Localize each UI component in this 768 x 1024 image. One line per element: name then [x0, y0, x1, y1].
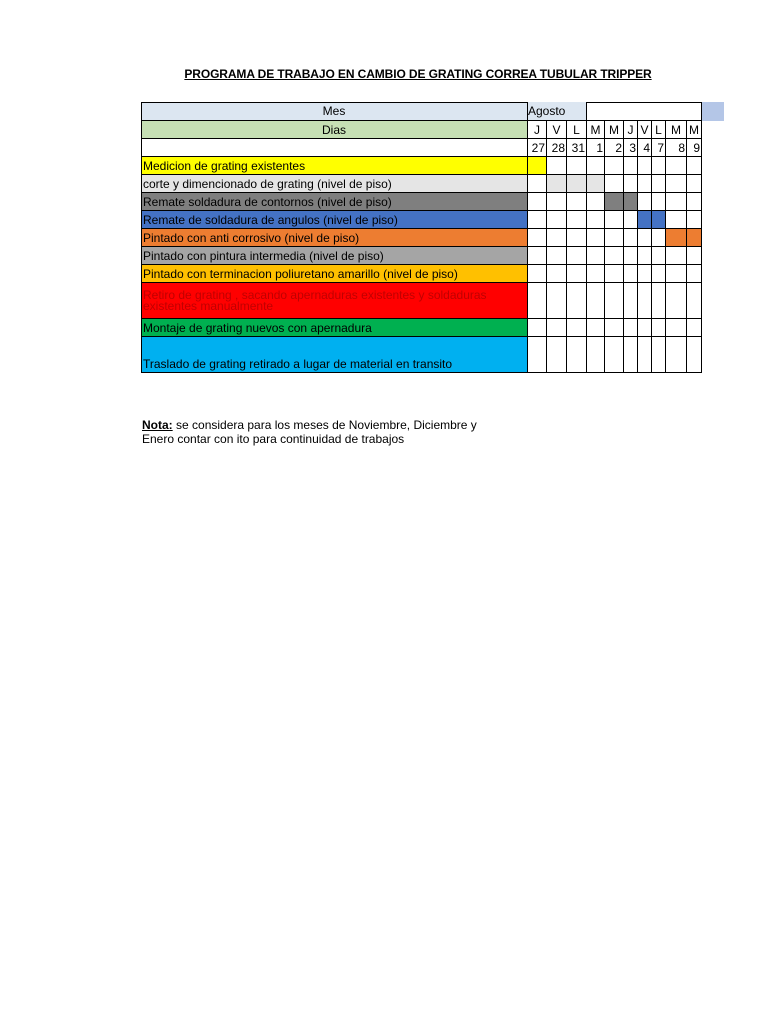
weekday-cell: L: [567, 121, 587, 139]
schedule-cell: [624, 175, 638, 193]
schedule-cell: [652, 229, 666, 247]
schedule-cell: [687, 319, 702, 337]
schedule-cell: [605, 229, 624, 247]
schedule-cell: [605, 157, 624, 175]
schedule-cell: [624, 211, 638, 229]
day-number-cell: 9: [687, 139, 702, 157]
table-left-border: [141, 102, 142, 373]
day-number-cell: 2: [605, 139, 624, 157]
schedule-cell: [638, 283, 652, 319]
day-number-cell: 7: [652, 139, 666, 157]
schedule-cell: [528, 265, 547, 283]
schedule-cell: [624, 265, 638, 283]
schedule-cell: [528, 229, 547, 247]
schedule-cell: [547, 283, 567, 319]
weekday-cell: J: [528, 121, 547, 139]
document-title: PROGRAMA DE TRABAJO EN CAMBIO DE GRATING CORREA TUBULAR TRIPPER: [184, 67, 652, 81]
schedule-cell: [587, 319, 605, 337]
task-label: Medicion de grating existentes: [141, 157, 528, 175]
schedule-cell: [624, 157, 638, 175]
schedule-bar: [528, 157, 547, 175]
schedule-cell: [687, 265, 702, 283]
schedule-cell: [547, 229, 567, 247]
schedule-cell: [528, 319, 547, 337]
schedule-cell: [624, 337, 638, 373]
weekday-cell: J: [624, 121, 638, 139]
schedule-cell: [624, 283, 638, 319]
task-label: Remate soldadura de contornos (nivel de piso): [141, 193, 528, 211]
schedule-cell: [666, 265, 687, 283]
schedule-cell: [605, 211, 624, 229]
schedule-cell: [587, 247, 605, 265]
schedule-cell: [605, 265, 624, 283]
note-text: se considera para los meses de Noviembre, Diciembre y Enero contar con ito para continuidad de trabajos: [142, 418, 477, 446]
schedule-cell: [652, 337, 666, 373]
schedule-cell: [567, 247, 587, 265]
schedule-cell: [638, 265, 652, 283]
day-number-cell: 28: [547, 139, 567, 157]
schedule-bar: [666, 229, 687, 247]
schedule-cell: [666, 283, 687, 319]
header-month-fill: [587, 102, 702, 121]
schedule-cell: [567, 319, 587, 337]
schedule-cell: [567, 229, 587, 247]
schedule-cell: [528, 247, 547, 265]
schedule-bar: [547, 175, 567, 193]
schedule-cell: [567, 265, 587, 283]
header-month: Agosto: [528, 102, 587, 121]
schedule-cell: [547, 265, 567, 283]
schedule-cell: [638, 319, 652, 337]
task-label: corte y dimencionado de grating (nivel de piso): [141, 175, 528, 193]
task-label: Remate de soldadura de angulos (nivel de piso): [141, 211, 528, 229]
weekday-cell: M: [587, 121, 605, 139]
task-label: Pintado con pintura intermedia (nivel de piso): [141, 247, 528, 265]
schedule-cell: [547, 211, 567, 229]
weekday-cell: L: [652, 121, 666, 139]
day-number-cell: 27: [528, 139, 547, 157]
schedule-cell: [652, 193, 666, 211]
schedule-cell: [587, 337, 605, 373]
schedule-bar: [567, 175, 587, 193]
schedule-bar: [605, 193, 624, 211]
schedule-cell: [638, 229, 652, 247]
task-label: Montaje de grating nuevos con apernadura: [141, 319, 528, 337]
schedule-cell: [666, 247, 687, 265]
task-label: Traslado de grating retirado a lugar de material en transito: [141, 337, 528, 373]
schedule-cell: [567, 193, 587, 211]
schedule-cell: [638, 175, 652, 193]
header-blank: [141, 139, 528, 157]
schedule-cell: [652, 175, 666, 193]
schedule-cell: [605, 319, 624, 337]
schedule-bar: [638, 211, 652, 229]
schedule-cell: [687, 157, 702, 175]
schedule-bar: [624, 193, 638, 211]
schedule-cell: [605, 337, 624, 373]
weekday-cell: M: [605, 121, 624, 139]
task-label: Pintado con anti corrosivo (nivel de piso): [141, 229, 528, 247]
schedule-cell: [652, 157, 666, 175]
schedule-cell: [638, 247, 652, 265]
schedule-cell: [687, 211, 702, 229]
schedule-cell: [567, 211, 587, 229]
schedule-bar: [652, 211, 666, 229]
schedule-cell: [638, 337, 652, 373]
schedule-cell: [587, 265, 605, 283]
schedule-cell: [547, 247, 567, 265]
schedule-cell: [605, 283, 624, 319]
schedule-cell: [547, 337, 567, 373]
schedule-cell: [547, 157, 567, 175]
weekday-cell: V: [638, 121, 652, 139]
weekday-cell: M: [687, 121, 702, 139]
schedule-cell: [567, 283, 587, 319]
schedule-cell: [587, 211, 605, 229]
schedule-cell: [528, 283, 547, 319]
schedule-cell: [624, 229, 638, 247]
schedule-cell: [587, 193, 605, 211]
schedule-cell: [666, 175, 687, 193]
weekday-cell: M: [666, 121, 687, 139]
schedule-cell: [666, 211, 687, 229]
header-month-extra: [702, 102, 724, 121]
schedule-cell: [652, 265, 666, 283]
header-dias-label: Dias: [141, 121, 528, 139]
schedule-cell: [666, 157, 687, 175]
day-number-cell: 1: [587, 139, 605, 157]
schedule-cell: [687, 193, 702, 211]
schedule-cell: [547, 193, 567, 211]
schedule-cell: [652, 247, 666, 265]
day-number-cell: 31: [567, 139, 587, 157]
schedule-bar: [687, 229, 702, 247]
schedule-cell: [652, 283, 666, 319]
schedule-cell: [528, 193, 547, 211]
schedule-cell: [587, 229, 605, 247]
note: [142, 418, 512, 446]
schedule-cell: [587, 283, 605, 319]
schedule-cell: [652, 319, 666, 337]
schedule-cell: [528, 175, 547, 193]
schedule-cell: [567, 157, 587, 175]
schedule-bar: [587, 175, 605, 193]
schedule-cell: [666, 337, 687, 373]
schedule-cell: [587, 157, 605, 175]
schedule-cell: [687, 175, 702, 193]
schedule-cell: [638, 193, 652, 211]
schedule-cell: [666, 193, 687, 211]
schedule-cell: [687, 283, 702, 319]
task-label: Retiro de grating , sacando apernaduras existentes y soldaduras existentes manualmente: [141, 283, 528, 319]
header-mes-label: Mes: [141, 102, 528, 121]
schedule-cell: [687, 247, 702, 265]
table-top-border: [141, 102, 702, 103]
task-label: Pintado con terminacion poliuretano amarillo (nivel de piso): [141, 265, 528, 283]
schedule-cell: [666, 319, 687, 337]
schedule-cell: [528, 211, 547, 229]
schedule-cell: [567, 337, 587, 373]
schedule-cell: [624, 247, 638, 265]
schedule-cell: [605, 175, 624, 193]
day-number-cell: 3: [624, 139, 638, 157]
note-label: Nota:: [142, 418, 173, 432]
schedule-cell: [638, 157, 652, 175]
schedule-cell: [687, 337, 702, 373]
schedule-cell: [605, 247, 624, 265]
schedule-cell: [528, 337, 547, 373]
schedule-cell: [624, 319, 638, 337]
day-number-cell: 4: [638, 139, 652, 157]
schedule-cell: [547, 319, 567, 337]
day-number-cell: 8: [666, 139, 687, 157]
weekday-cell: V: [547, 121, 567, 139]
